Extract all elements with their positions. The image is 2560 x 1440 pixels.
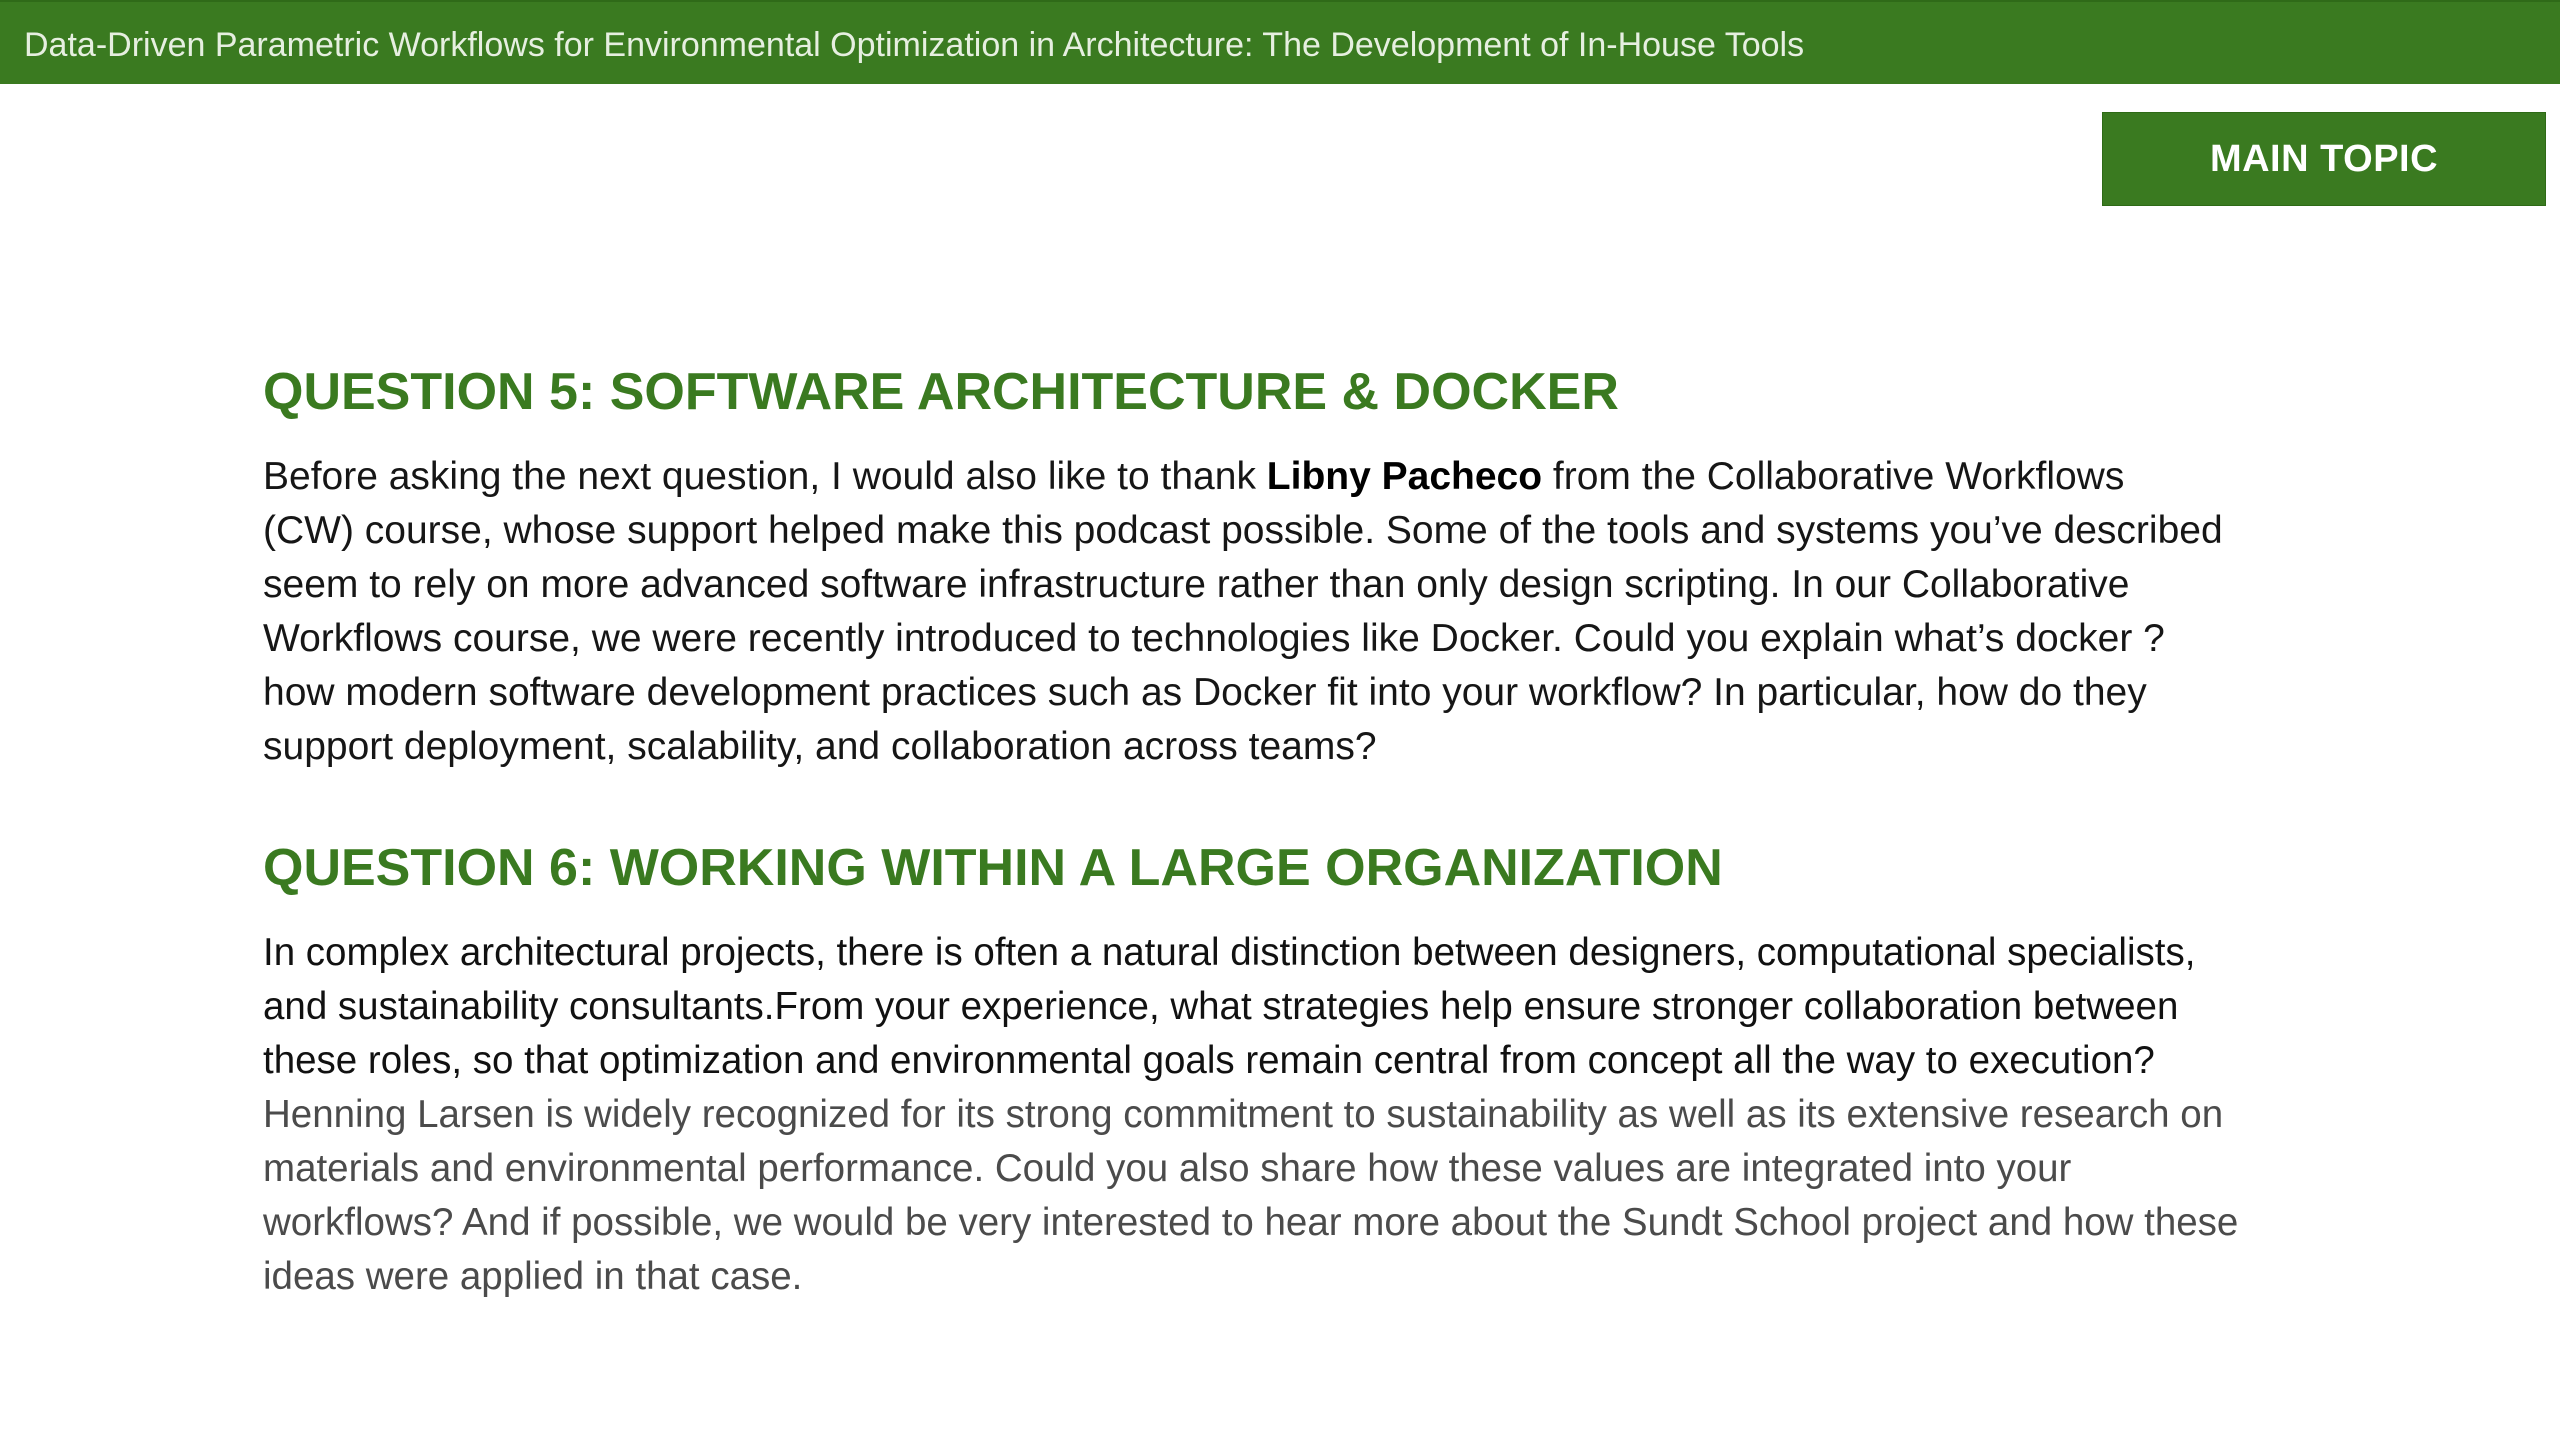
question-6-heading: QUESTION 6: WORKING WITHIN A LARGE ORGANIZATION bbox=[263, 839, 1723, 897]
question-5-intro-text: Before asking the next question, I would also like to thank bbox=[263, 455, 1267, 498]
question-5-body bbox=[263, 450, 2223, 774]
slide-content bbox=[263, 356, 2263, 1304]
main-topic-button[interactable] bbox=[2102, 112, 2546, 206]
presentation-title: Data-Driven Parametric Workflows for Environmental Optimization in Architecture: The Development of In-House Tools bbox=[24, 26, 1805, 64]
question-6-main-text: In complex architectural projects, there is often a natural distinction between designers, computational specialists, and sustainability consultants.From your experience, what strategies help ensure stronger collaboration between these roles, so that optimization and environmental goals remain central from concept all the way to execution? bbox=[263, 931, 2196, 1082]
question-6-muted-text: Henning Larsen is widely recognized for its strong commitment to sustainability as well as its extensive research on materials and environmental performance. Could you also share how these values are integrated into your workflows? And if possible, we would be very interested to hear more about the Sundt School project and how these ideas were applied in that case. bbox=[263, 1093, 2239, 1298]
question-5-bold-name: Libny Pacheco bbox=[1266, 455, 1543, 498]
question-5-heading: QUESTION 5: SOFTWARE ARCHITECTURE & DOCKER bbox=[263, 363, 1619, 421]
question-5-rest-text: from the Collaborative Workflows (CW) course, whose support helped make this podcast possible. Some of the tools and systems you’ve described seem to rely on more advanced software infrastructure rather than only design scripting. In our Collaborative Workflows course, we were recently introduced to technologies like Docker. Could you explain what’s docker ? how modern software development practices such as Docker fit into your workflow? In particular, how do they support deployment, scalability, and collaboration across teams? bbox=[263, 455, 2223, 768]
question-6-body bbox=[263, 926, 2243, 1304]
header-bar bbox=[0, 0, 2560, 84]
main-topic-label: MAIN TOPIC bbox=[2209, 137, 2439, 180]
